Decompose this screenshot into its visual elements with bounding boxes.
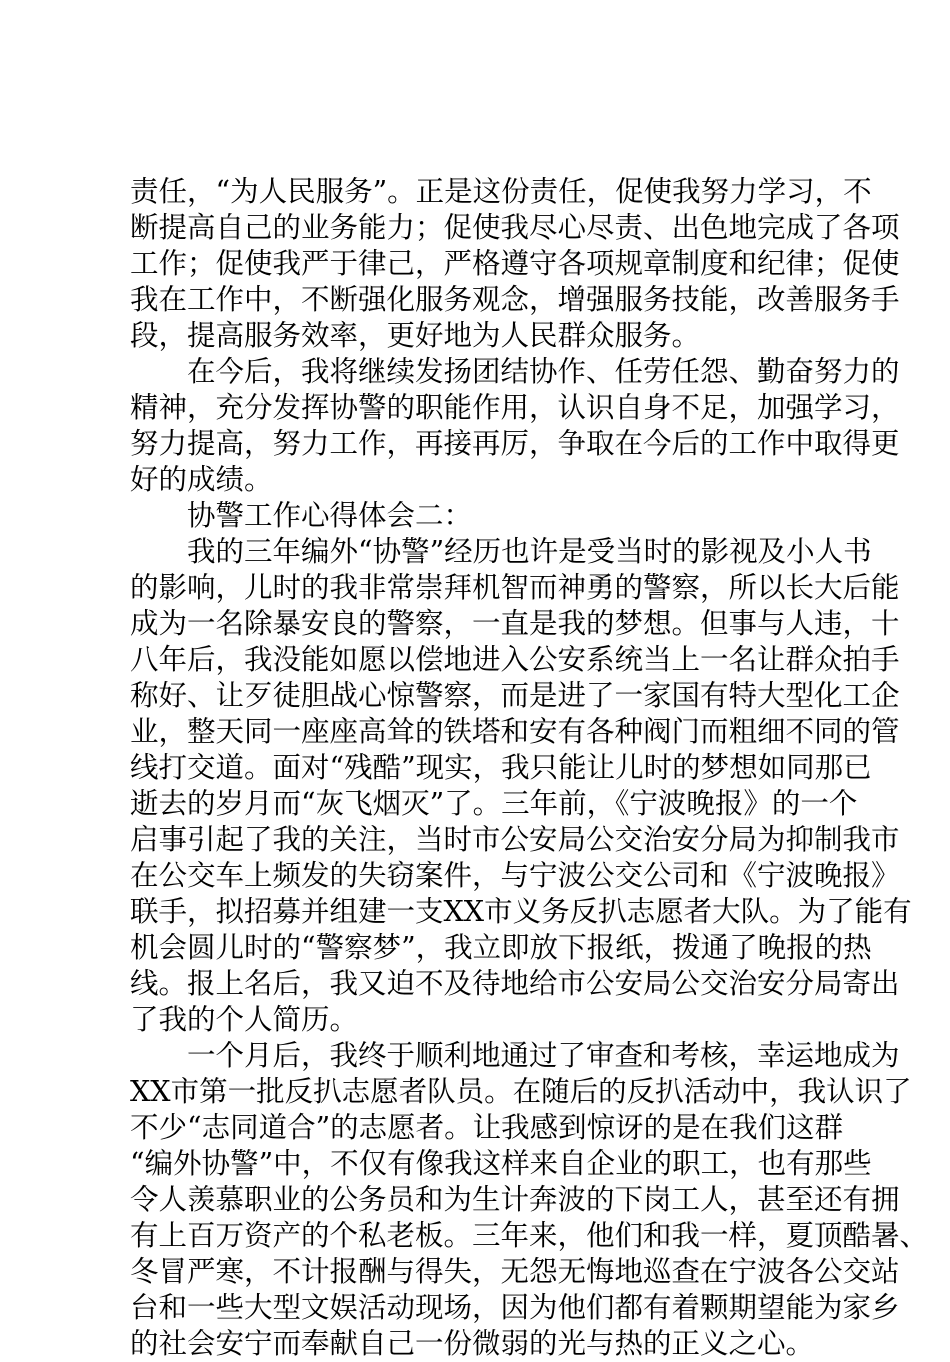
text-line: 成为一名除暴安良的警察，一直是我的梦想。但事与人违，十 (130, 607, 900, 640)
text-line: 段，提高服务效率，更好地为人民群众服务。 (130, 319, 701, 352)
text-line: 八年后，我没能如愿以偿地进入公安系统当上一名让群众拍手 (130, 643, 900, 676)
text-line: 台和一些大型文娱活动现场，因为他们都有着颗期望能为家乡 (130, 1291, 900, 1324)
text-line: 努力提高，努力工作，再接再厉，争取在今后的工作中取得更 (130, 427, 900, 460)
text-line: 好的成绩。 (130, 463, 273, 496)
text-line: XX市第一批反扒志愿者队员。在随后的反扒活动中，我认识了 (130, 1075, 912, 1108)
text-line: 有上百万资产的个私老板。三年来，他们和我一样，夏顶酷暑、 (130, 1219, 929, 1252)
text-line: 在今后，我将继续发扬团结协作、任劳任怨、勤奋努力的 (130, 355, 900, 388)
text-line: 我的三年编外“协警”经历也许是受当时的影视及小人书 (130, 535, 872, 568)
text-line: 逝去的岁月而“灰飞烟灭”了。三年前，《宁波晚报》的一个 (130, 787, 858, 820)
text-line: 联手，拟招募并组建一支XX市义务反扒志愿者大队。为了能有 (130, 895, 912, 928)
text-line: 业，整天同一座座高耸的铁塔和安有各种阀门而粗细不同的管 (130, 715, 900, 748)
text-line: 我在工作中，不断强化服务观念，增强服务技能，改善服务手 (130, 283, 900, 316)
text-line: 在公交车上频发的失窃案件，与宁波公交公司和《宁波晚报》 (130, 859, 900, 892)
text-line: 令人羡慕职业的公务员和为生计奔波的下岗工人，甚至还有拥 (130, 1183, 900, 1216)
text-line: 称好、让歹徒胆战心惊警察，而是进了一家国有特大型化工企 (130, 679, 900, 712)
text-line: 的影响，儿时的我非常崇拜机智而神勇的警察，所以长大后能 (130, 571, 900, 604)
text-line: 了我的个人简历。 (130, 1003, 359, 1036)
text-line: 断提高自己的业务能力；促使我尽心尽责、出色地完成了各项 (130, 211, 900, 244)
text-line: 精神，充分发挥协警的职能作用，认识自身不足，加强学习， (130, 391, 900, 424)
text-line: 责任，“为人民服务”。正是这份责任，促使我努力学习，不 (130, 175, 872, 208)
text-line: 机会圆儿时的“警察梦”，我立即放下报纸，拨通了晚报的热 (130, 931, 872, 964)
text-line: “编外协警”中，不仅有像我这样来自企业的职工，也有那些 (130, 1147, 872, 1180)
text-line: 线打交道。面对“残酷”现实，我只能让儿时的梦想如同那已 (130, 751, 872, 784)
text-line: 线。报上名后，我又迫不及待地给市公安局公交治安分局寄出 (130, 967, 900, 1000)
text-line: 启事引起了我的关注，当时市公安局公交治安分局为抑制我市 (130, 823, 900, 856)
text-line: 不少“志同道合”的志愿者。让我感到惊讶的是在我们这群 (130, 1111, 844, 1144)
text-line: 工作；促使我严于律己，严格遵守各项规章制度和纪律；促使 (130, 247, 900, 280)
text-line: 冬冒严寒，不计报酬与得失，无怨无悔地巡查在宁波各公交站 (130, 1255, 900, 1288)
section-heading: 协警工作心得体会二： (130, 499, 473, 532)
text-line: 的社会安宁而奉献自己一份微弱的光与热的正义之心。 (130, 1327, 815, 1360)
text-line: 一个月后，我终于顺利地通过了审查和考核，幸运地成为 (130, 1039, 900, 1072)
